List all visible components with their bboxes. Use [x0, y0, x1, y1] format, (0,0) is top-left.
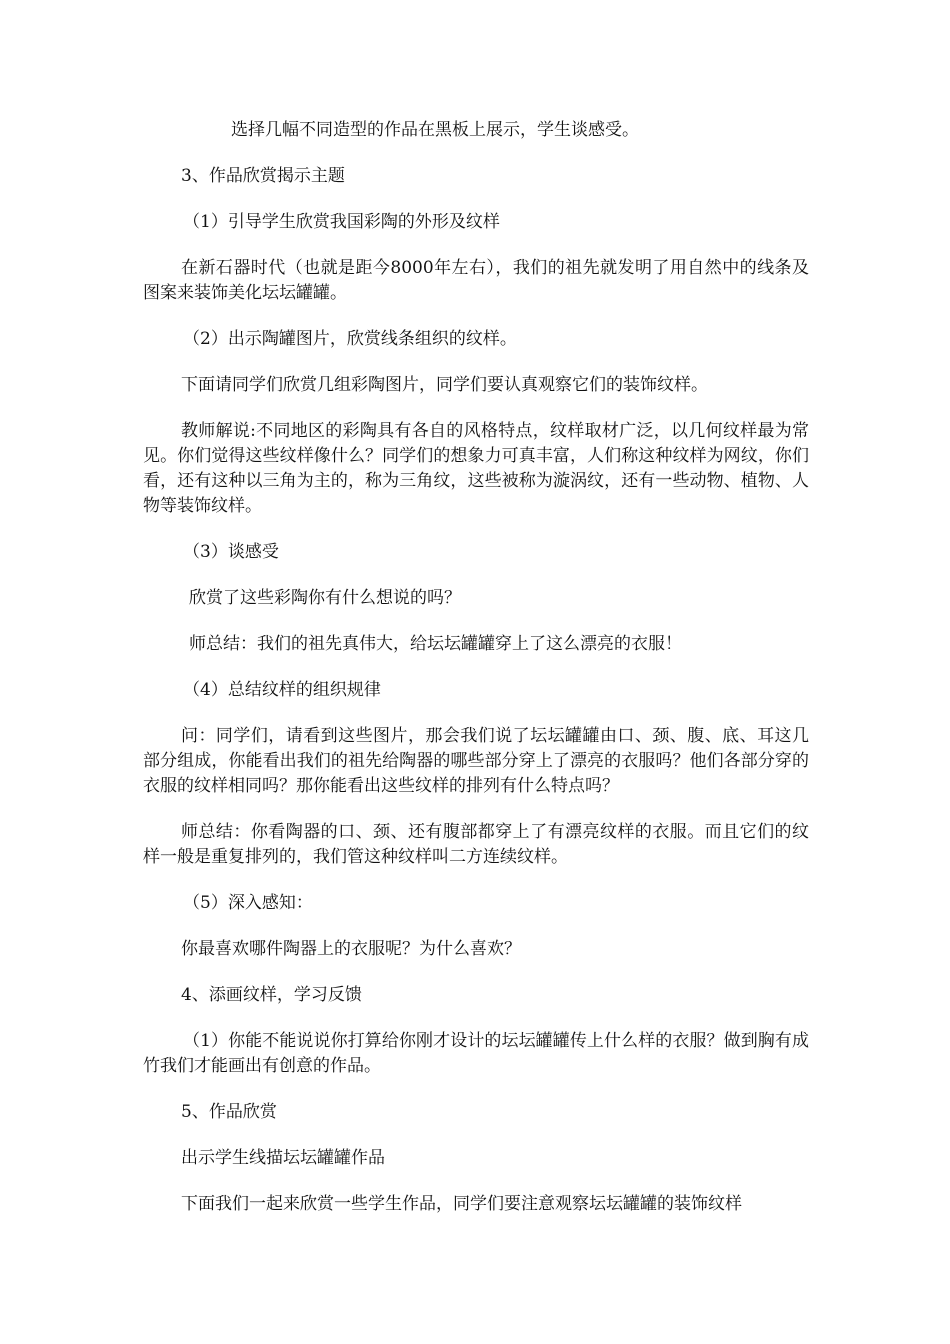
subheading-3-3: （3）谈感受 [183, 542, 279, 562]
paragraph-favorite: 你最喜欢哪件陶器上的衣服呢？为什么喜欢？ [181, 939, 521, 959]
paragraph-show-works: 出示学生线描坛坛罐罐作品 [181, 1148, 385, 1168]
subheading-4-1: （1）你能不能说说你打算给你刚才设计的坛坛罐罐传上什么样的衣服？做到胸有成竹我们才能画出有创意的作品。 [143, 1031, 809, 1076]
document-body [143, 118, 809, 1238]
paragraph-view-pictures: 下面请同学们欣赏几组彩陶图片，同学们要认真观察它们的装饰纹样。 [181, 375, 708, 395]
subheading-3-5: （5）深入感知： [183, 893, 313, 913]
paragraph-appreciate-works: 下面我们一起来欣赏一些学生作品，同学们要注意观察坛坛罐罐的装饰纹样 [181, 1194, 742, 1214]
paragraph-teacher-summary-2: 师总结：你看陶器的口、颈、还有腹部都穿上了有漂亮纹样的衣服。而且它们的纹样一般是重复排列的，我们管这种纹样叫二方连续纹样。 [143, 822, 809, 867]
paragraph-question: 欣赏了这些彩陶你有什么想说的吗？ [189, 588, 461, 608]
paragraph-1: 选择几幅不同造型的作品在黑板上展示，学生谈感受。 [231, 120, 639, 140]
section-heading-4: 4、添画纹样，学习反馈 [181, 985, 362, 1005]
subheading-3-4: （4）总结纹样的组织规律 [183, 680, 381, 700]
paragraph-teacher-explanation: 教师解说:不同地区的彩陶具有各自的风格特点，纹样取材广泛，以几何纹样最为常见。你们觉得这些纹样像什么？同学们的想象力可真丰富，人们称这种纹样为网纹，你们看，还有这种以三角为主的，称为三角纹，这些被称为漩涡纹，还有一些动物、植物、人物等装饰纹样。 [143, 421, 809, 516]
subheading-3-2: （2）出示陶罐图片，欣赏线条组织的纹样。 [183, 329, 517, 349]
section-heading-5: 5、作品欣赏 [181, 1102, 277, 1122]
paragraph-neolithic: 在新石器时代（也就是距今8000年左右），我们的祖先就发明了用自然中的线条及图案来装饰美化坛坛罐罐。 [143, 258, 809, 303]
paragraph-ask-students: 问：同学们，请看到这些图片，那会我们说了坛坛罐罐由口、颈、腹、底、耳这几部分组成，你能看出我们的祖先给陶器的哪些部分穿上了漂亮的衣服吗？他们各部分穿的衣服的纹样相同吗？那你能看出这些纹样的排列有什么特点吗？ [143, 726, 809, 796]
section-heading-3: 3、作品欣赏揭示主题 [181, 166, 345, 186]
paragraph-teacher-summary-1: 师总结：我们的祖先真伟大，给坛坛罐罐穿上了这么漂亮的衣服！ [189, 634, 682, 654]
subheading-3-1: （1）引导学生欣赏我国彩陶的外形及纹样 [183, 212, 500, 232]
